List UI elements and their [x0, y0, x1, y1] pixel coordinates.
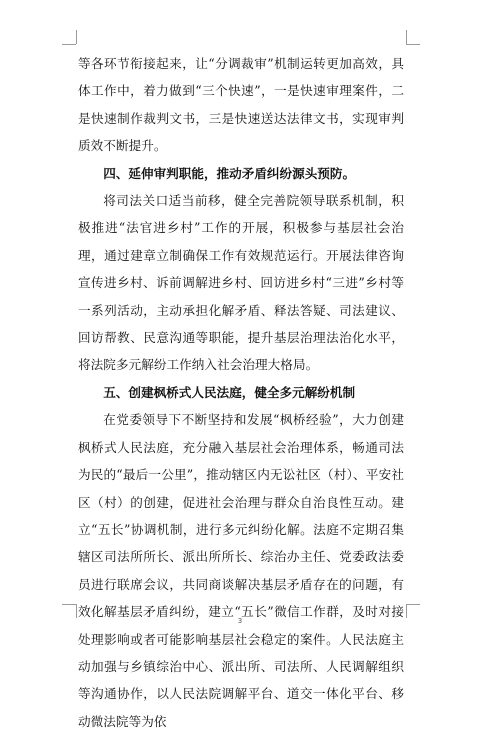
document-body	[78, 50, 404, 735]
section-heading-4: 四、延伸审判职能，推动矛盾纠纷源头预防。	[103, 165, 356, 181]
paragraph-section-5: 在党委领导下不断坚持和发展“枫桥经验”，大力创建枫桥式人民法庭，充分融入基层社会治理体系，畅通司法为民的“最后一公里”，推动辖区内无讼社区（村）、平安社区（村）的创建，促进社会治理与群众自治良性互动。建立“五长”协调机制，进行多元纠纷化解。法庭不定期召集辖区司法所所长、派出所所长、综治办主任、党委政法委员进行联席会议，共同商谈解决基层矛盾存在的问题，有效化解基层矛盾纠纷，建立“五长”微信工作群，及时对接处理影响或者可能影响基层社会稳定的案件。人民法庭主动加强与乡镇综治中心、派出所、司法所、人民调解组织等沟通协作，以人民法院调解平台、道交一体化平台、移动微法院等为依	[78, 412, 404, 729]
section-heading-5: 五、创建枫桥式人民法庭，健全多元解纷机制	[103, 384, 356, 400]
paragraph-section-4: 将司法关口适当前移，健全完善院领导联系机制，积极推进“法官进乡村”工作的开展，积极参与基层社会治理，通过建章立制确保工作有效规范运行。开展法律咨询宣传进乡村、诉前调解进乡村、回访进乡村“三进”乡村等一系列活动，主动承担化解矛盾、释法答疑、司法建议、回访帮教、民意沟通等职能，提升基层治理法治化水平，将法院多元解纷工作纳入社会治理大格局。	[78, 193, 404, 373]
page-number: 3	[237, 617, 243, 625]
crop-mark-top-right-h	[406, 44, 420, 45]
crop-mark-bottom-right-h	[406, 604, 420, 605]
crop-mark-top-right-v	[406, 30, 407, 44]
crop-mark-bottom-left-v	[76, 604, 77, 618]
paragraph-continuation: 等各环节衔接起来，让“分调裁审”机制运转更加高效，具体工作中，着力做到“三个快速”，一是快速审理案件，二是快速制作裁判文书，三是快速送达法律文书，实现审判质效不断提升。	[78, 56, 404, 154]
crop-mark-bottom-left-h	[62, 604, 76, 605]
crop-mark-top-left-h	[62, 44, 76, 45]
crop-mark-top-left-v	[76, 30, 77, 44]
crop-mark-bottom-right-v	[406, 604, 407, 618]
